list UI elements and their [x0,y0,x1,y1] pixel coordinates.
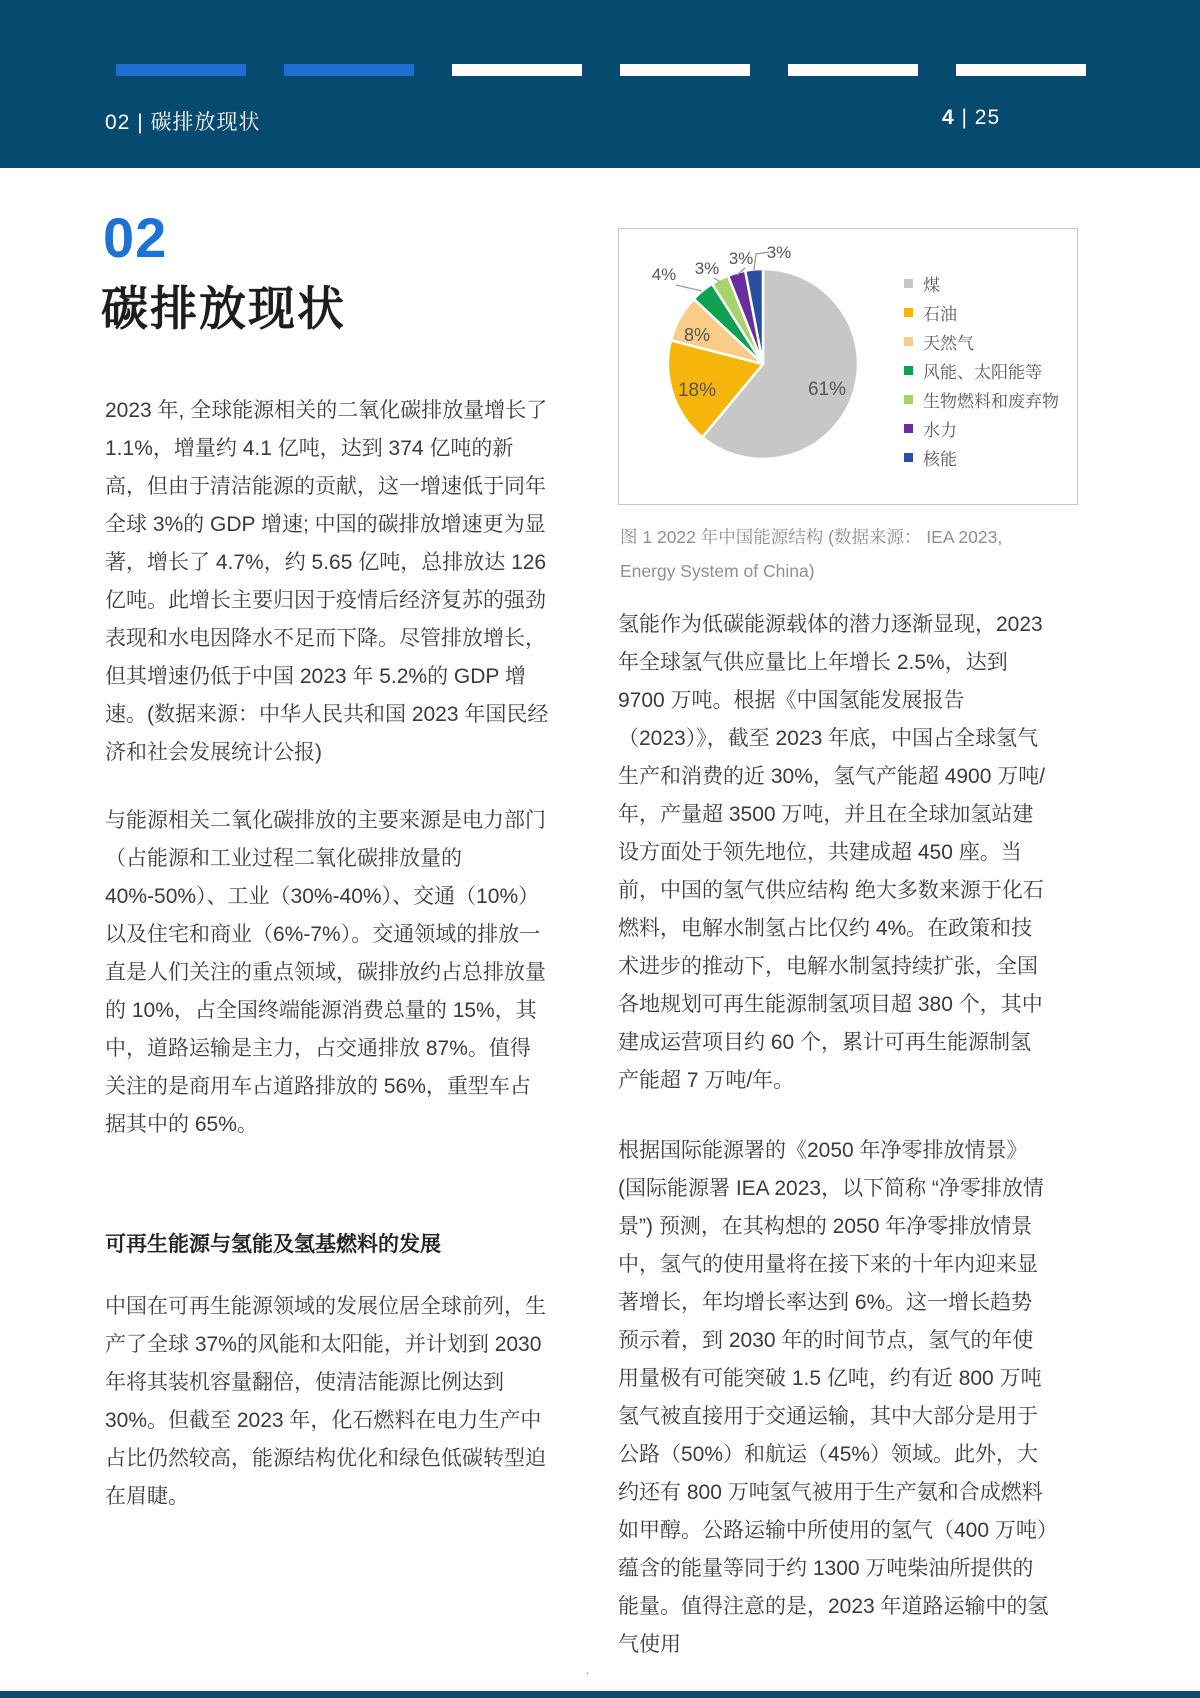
section-subheading: 可再生能源与氢能及氢基燃料的发展 [105,1233,441,1256]
pie-data-label: 61% [807,379,847,400]
legend-item [904,420,1059,440]
right-paragraph-2: 根据国际能源署的《2050 年净零排放情景》(国际能源署 IEA 2023，以下简称 “净零排放情景”) 预测，在其构想的 2050 年净零排放情景中，氢气的使用量将在接下来的十年内迎来显著增长，年均增长率达到 6%。这一增长趋势预示着，到 2030 年的时间节点，氢气的年使用量极有可能突破 1.5 亿吨，约有近 800 万吨氢气被直接用于交通运输，其中大部分是用于公路（50%）和航运（45%）领域。此外，大约还有 800 万吨氢气被用于生产氨和合成燃料如甲醇。公路运输中所使用的氢气（400 万吨）蕴含的能量等同于约 1300 万吨柴油所提供的能量。值得注意的是，2023 年道路运输中的氢气使用 [618,1139,1049,1656]
pie-data-label: 3% [728,249,754,268]
legend-label: 风能、太阳能等 [923,363,1042,382]
chapter-title: 碳排放现状 [101,282,346,335]
legend-label: 天然气 [923,334,974,353]
legend-item [904,362,1059,382]
legend-label: 生物燃料和废弃物 [923,392,1059,411]
header-dashes [116,64,1086,76]
legend-marker [904,424,913,433]
legend-label: 核能 [923,450,957,469]
legend-item [904,391,1059,411]
header-dash-white [956,64,1086,76]
legend-label: 石油 [923,305,957,324]
pie-leader-line [676,285,702,291]
legend-item [904,449,1059,469]
left-paragraph-2: 与能源相关二氧化碳排放的主要来源是电力部门（占能源和工业过程二氧化碳排放量的 40%-50%）、工业（30%-40%）、交通（10%）以及住宅和商业（6%-7%）。交通领域的排放一直是人们关注的重点领域，碳排放约占总排放量的 10%，占全国终端能源消费总量的 15%，其中，道路运输是主力，占交通排放 87%。值得关注的是商用车占道路排放的 56%，重型车占据其中的 65%。 [105,809,546,1136]
legend-marker [904,308,913,317]
header-dash-white [620,64,750,76]
legend-marker [904,279,913,288]
page-number-current: 4 [942,106,955,129]
header-section-label: 02 | 碳排放现状 [105,111,261,134]
footer-bar [0,1691,1200,1698]
chart-legend [904,275,1059,469]
footer-dot: · [585,1664,590,1680]
pie-data-label: 8% [683,325,711,345]
pie-data-label: 3% [766,243,792,262]
pie-data-label: 3% [694,259,720,278]
legend-marker [904,453,913,462]
header-dash-white [452,64,582,76]
left-paragraph-1: 2023 年, 全球能源相关的二氧化碳排放量增长了 1.1%，增量约 4.1 亿吨，达到 374 亿吨的新高，但由于清洁能源的贡献，这一增速低于同年全球 3%的 GDP 增速; 中国的碳排放增速更为显著，增长了 4.7%，约 5.65 亿吨，总排放达 126 亿吨。此增长主要归因于疫情后经济复苏的强劲表现和水电因降水不足而下降。尽管排放增长，但其增速仍低于中国 2023 年 5.2%的 GDP 增速。(数据来源：中华人民共和国 2023 年国民经济和社会发展统计公报) [105,399,549,764]
pie-data-label: 4% [651,265,677,284]
legend-marker [904,395,913,404]
legend-item [904,275,1059,295]
pie-data-label: 18% [677,380,717,401]
left-paragraph-3: 中国在可再生能源领域的发展位居全球前列，生产了全球 37%的风能和太阳能，并计划到 2030 年将其装机容量翻倍，使清洁能源比例达到 30%。但截至 2023 年，化石燃料在电力生产中占比仍然较高，能源结构优化和绿色低碳转型迫在眉睫。 [105,1295,546,1508]
page-number [942,106,1000,130]
chapter-number: 02 [103,206,168,269]
header-dash-blue [284,64,414,76]
header-dash-blue [116,64,246,76]
header-bar [0,0,1200,168]
header-dash-white [788,64,918,76]
figure-caption: 图 1 2022 年中国能源结构 (数据来源： IEA 2023, Energy System of China) [620,527,1003,581]
legend-item [904,333,1059,353]
legend-marker [904,366,913,375]
legend-item [904,304,1059,324]
legend-label: 煤 [923,276,940,295]
page-number-total: | 25 [954,106,1001,129]
figure-box [618,228,1078,505]
right-paragraph-1: 氢能作为低碳能源载体的潜力逐渐显现，2023 年全球氢气供应量比上年增长 2.5%，达到 9700 万吨。根据《中国氢能发展报告（2023）》，截至 2023 年底，中国占全球氢气生产和消费的近 30%，氢气产能超 4900 万吨/年，产量超 3500 万吨，并且在全球加氢站建设方面处于领先地位，共建成超 450 座。当前，中国的氢气供应结构 绝大多数来源于化石燃料，电解水制氢占比仅约 4%。在政策和技术进步的推动下，电解水制氢持续扩张，全国各地规划可再生能源制氢项目超 380 个，其中建成运营项目约 60 个，累计可再生能源制氢产能超 7 万吨/年。 [618,613,1046,1092]
legend-label: 水力 [923,421,957,440]
legend-marker [904,337,913,346]
